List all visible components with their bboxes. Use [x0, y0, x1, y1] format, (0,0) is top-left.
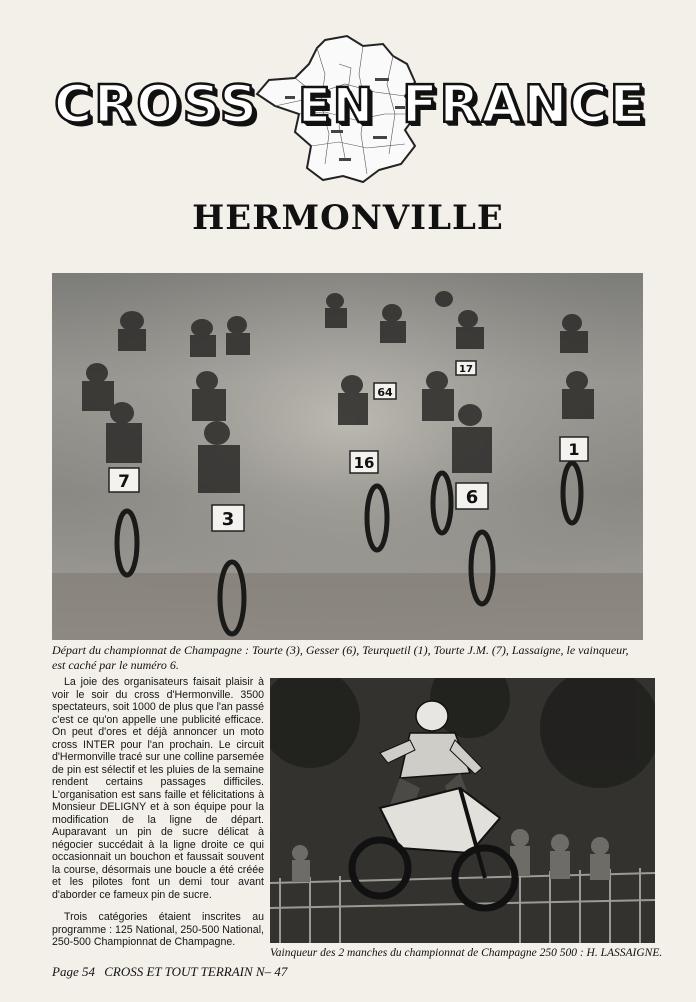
page-footer — [52, 964, 293, 980]
magazine-issue: CROSS ET TOUT TERRAIN N– 47 — [104, 964, 288, 979]
race-start-photo — [52, 273, 643, 640]
bib-number-7: 7 — [118, 472, 130, 492]
article-body — [52, 676, 264, 959]
main-photo-caption: Départ du championnat de Champagne : Tourte (3), Gesser (6), Teurquetil (1), Tourte J.M. (7), Lassaigne, le vainqueur, est caché par le numéro 6. — [52, 643, 629, 672]
event-title: HERMONVILLE — [192, 198, 504, 238]
bib-number-6: 6 — [465, 487, 479, 508]
masthead-word-cross: CROSS — [54, 75, 259, 135]
article-paragraph: Trois catégories étaient inscrites au programme : 125 National, 250-500 National, 250-500 Championnat de Champagne. — [52, 911, 264, 948]
masthead-word-en: EN — [298, 78, 375, 134]
winner-jump-photo — [270, 678, 655, 943]
winner-jump-illustration — [270, 678, 655, 943]
masthead-word-france: FRANCE — [402, 75, 648, 135]
article-paragraph: La joie des organisateurs faisait plaisir à voir le soir du cross d'Hermonville. 3500 spectateurs, soit 1000 de plus que l'an passé c'est ce qu'on appelle une publicité efficace. On peut d'ores et déjà annoncer un moto cross INTER pour l'an prochain. Le circuit d'Hermonville tracé sur une colline parsemée de pin est sélectif et les pluies de la semaine rendent certains passages difficiles. L'organisation est sans faille et félicitations à Monsieur DELIGNY et à son équipe pour la modification de la ligne de départ. Auparavant un pin de sucre délicat à négocier succédait à la ligne droite ce qui occasionnait un bouchon et faussait souvent la course, désormais une boucle a été créée et les pilotes font un demi tour avant d'aborder ce fameux pin de sucre. — [52, 676, 264, 901]
winner-photo-caption: Vainqueur des 2 manches du championnat de Champagne 250 500 : H. LASSAIGNE. — [270, 947, 663, 959]
bib-number-1: 1 — [568, 440, 580, 459]
page-number: Page 54 — [52, 964, 95, 979]
bib-number-16: 16 — [353, 454, 375, 472]
bib-number-17: 17 — [459, 364, 473, 375]
race-start-illustration — [52, 273, 643, 640]
bib-number-64: 64 — [377, 386, 393, 399]
bib-number-3: 3 — [221, 509, 235, 530]
masthead — [50, 30, 660, 185]
